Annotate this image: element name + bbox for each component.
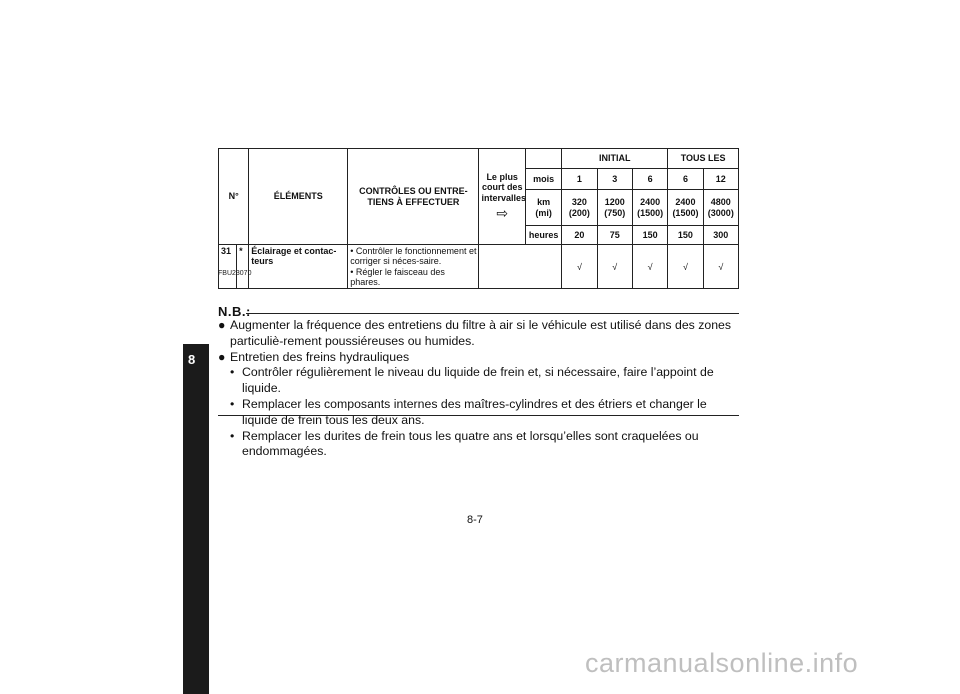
interval-value: 1 — [562, 169, 597, 190]
note-body — [218, 318, 740, 460]
bullet-icon: ● — [218, 349, 226, 364]
interval-value: 2400 (1500) — [632, 190, 667, 226]
row-action-1: • Contrôler le fonctionnement et corriger si néces-saire. — [350, 246, 477, 267]
interval-value: 6 — [668, 169, 703, 190]
note-item — [218, 350, 740, 366]
note-divider-top — [246, 313, 739, 314]
check-mark: √ — [668, 245, 703, 289]
row-spacer — [525, 245, 561, 289]
header-shortest-label: Le plus court des intervalles — [481, 171, 527, 203]
note-subitem-text: Remplacer les durites de frein tous les quatre ans et lorsqu’elles sont craquelées ou endommagées. — [242, 428, 699, 459]
note-item — [218, 318, 740, 350]
interval-value: 75 — [597, 226, 632, 245]
interval-value: 300 — [703, 226, 738, 245]
document-code: FBU23070 — [218, 270, 252, 277]
interval-value: 12 — [703, 169, 738, 190]
note-subitem — [218, 365, 740, 397]
interval-value: 320 (200) — [562, 190, 597, 226]
subbullet-icon: • — [230, 365, 235, 380]
interval-value: 150 — [632, 226, 667, 245]
unit-label: heures — [525, 226, 561, 245]
note-item-text: Entretien des freins hydrauliques — [230, 349, 410, 364]
arrow-icon: ⇨ — [496, 204, 509, 221]
maintenance-table — [218, 148, 739, 289]
chapter-tab — [183, 344, 209, 694]
subbullet-icon: • — [230, 396, 235, 411]
interval-value: 4800 (3000) — [703, 190, 738, 226]
interval-value: 150 — [668, 226, 703, 245]
row-number: 31 — [219, 245, 237, 289]
header-every: TOUS LES — [668, 149, 739, 169]
header-shortest-interval — [479, 149, 525, 245]
note-divider-bottom — [218, 415, 739, 416]
note-subitem-text: Contrôler régulièrement le niveau du liquide de frein et, si nécessaire, faire l’appoint de liquide. — [242, 365, 714, 396]
row-element: Éclairage et contac-teurs — [249, 245, 348, 289]
page-number: 8-7 — [467, 514, 483, 526]
interval-value: 1200 (750) — [597, 190, 632, 226]
interval-value: 20 — [562, 226, 597, 245]
unit-label: mois — [525, 169, 561, 190]
note-title: N.B.: — [218, 304, 251, 319]
header-num: N° — [219, 149, 249, 245]
bullet-icon: ● — [218, 318, 226, 332]
note-subitem-text: Remplacer les composants internes des maîtres-cylindres et des étriers et changer le liquide de frein tous les deux ans. — [242, 396, 707, 427]
interval-value: 3 — [597, 169, 632, 190]
watermark: carmanualsonline.info — [585, 648, 859, 678]
interval-value: 2400 (1500) — [668, 190, 703, 226]
header-elements: ÉLÉMENTS — [249, 149, 348, 245]
row-action-2: • Régler le faisceau des phares. — [350, 266, 445, 288]
note-item-text: Augmenter la fréquence des entretiens du filtre à air si le véhicule est utilisé dans des zones particuliè-rement poussiéreuses ou humides. — [230, 318, 732, 348]
check-mark: √ — [703, 245, 738, 289]
row-star: * — [237, 245, 249, 289]
check-mark: √ — [597, 245, 632, 289]
row-actions — [348, 245, 479, 289]
note-subitem — [218, 429, 740, 461]
unit-label: km (mi) — [525, 190, 561, 226]
row-shortest-cell — [479, 245, 525, 289]
header-initial: INITIAL — [562, 149, 668, 169]
subbullet-icon: • — [230, 428, 235, 443]
header-controls: CONTRÔLES OU ENTRE-TIENS À EFFECTUER — [348, 149, 479, 245]
chapter-number: 8 — [188, 352, 196, 367]
note-subitem — [218, 397, 740, 429]
check-mark: √ — [632, 245, 667, 289]
unit-spacer — [525, 149, 561, 169]
interval-value: 6 — [632, 169, 667, 190]
check-mark: √ — [562, 245, 597, 289]
